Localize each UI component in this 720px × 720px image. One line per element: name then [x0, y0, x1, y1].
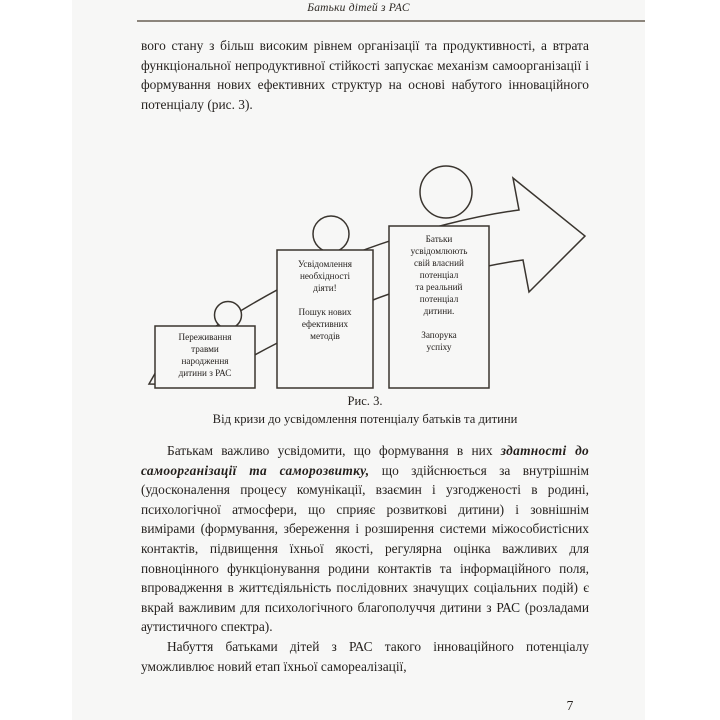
figure-3	[141, 132, 589, 390]
stage-box-1-line-4: дитини з РАС	[178, 368, 232, 378]
stage-bubble-3	[420, 166, 472, 218]
stage-box-1-line-1: Переживання	[178, 332, 232, 342]
stage-box-2-line-1: Усвідомлення	[298, 259, 352, 269]
figure-3-graphic	[141, 132, 589, 390]
paragraph-top-text: вого стану з більш високим рівнем організації та продуктивності, а втрата функціональної непродуктивної стійкості запускає механізм самоорганізації і формування нових ефективних структур на основі набутого інноваційного потенціалу (рис. 3).	[141, 38, 589, 112]
stage-box-3-line-1: Батьки	[425, 234, 453, 244]
paragraph-body-1-rest: що здійснюється за внутрішнім (удосконалення процесу комунікації, взаємин і узгодженості в родині, психологічної атмосфери, що сприяє розвиткові дитини) і зовнішнім вимірами (формування, збереження і розширення системи міжособистісних контактів, підвищення їхньої якості, регулярна оцінка важливих для повноцінного функціонування родини контактів та інформаційного поля, впровадження в життєдіяльність послідовних значущих соціальних подій) є вкрай важливим для психологічного благополуччя дитини з РАС (розладами аутистичного спектра).	[141, 462, 589, 635]
stage-bubble-1	[215, 302, 242, 329]
paragraph-body-group	[141, 441, 589, 676]
stage-box-1-line-3: народження	[181, 356, 229, 366]
figure-caption-number: Рис. 3.	[347, 394, 383, 408]
stage-box-2-line-3: діяти!	[313, 283, 337, 293]
paragraph-top	[141, 36, 589, 114]
stage-box-2-line-6: методів	[310, 331, 340, 341]
stage-box-1-line-2: травми	[191, 344, 219, 354]
figure-caption	[141, 392, 589, 428]
paragraph-body-2: Набуття батьками дітей з РАС такого інноваційного потенціалу уможливлює новий етап їхньої самореалізації,	[141, 638, 589, 674]
stage-box-3-line-3: свій власний	[414, 258, 464, 268]
stage-box-3-line-2: усвідомлюють	[410, 246, 468, 256]
stage-box-2-line-5: ефективних	[301, 319, 349, 329]
stage-box-3-line-5: та реальний	[415, 282, 463, 292]
stage-box-3-line-7: дитини.	[423, 306, 455, 316]
running-head-title: Батьки дітей з РАС	[307, 2, 410, 14]
stage-box-3-line-6: потенціал	[419, 294, 459, 304]
stage-box-3-line-9: успіху	[426, 342, 452, 352]
stage-box-2-line-2: необхідності	[299, 271, 351, 281]
paragraph-body-1-emphasis: здатності до самоорганізації та саморозвитку,	[141, 443, 590, 478]
paragraph-body-1-lead: Батькам важливо усвідомити, що формування в них	[167, 443, 501, 458]
running-head	[72, 0, 645, 26]
stage-box-3-line-8: Запорука	[421, 330, 457, 340]
stage-box-2-line-4: Пошук нових	[298, 307, 352, 317]
stage-bubble-2	[313, 216, 349, 252]
stage-box-3-line-4: потенціал	[419, 270, 459, 280]
running-head-rule	[137, 20, 645, 22]
paragraph-body-1	[141, 441, 589, 637]
page-number: 7	[566, 698, 574, 713]
figure-caption-title: Від кризи до усвідомлення потенціалу батьків та дитини	[212, 412, 518, 426]
